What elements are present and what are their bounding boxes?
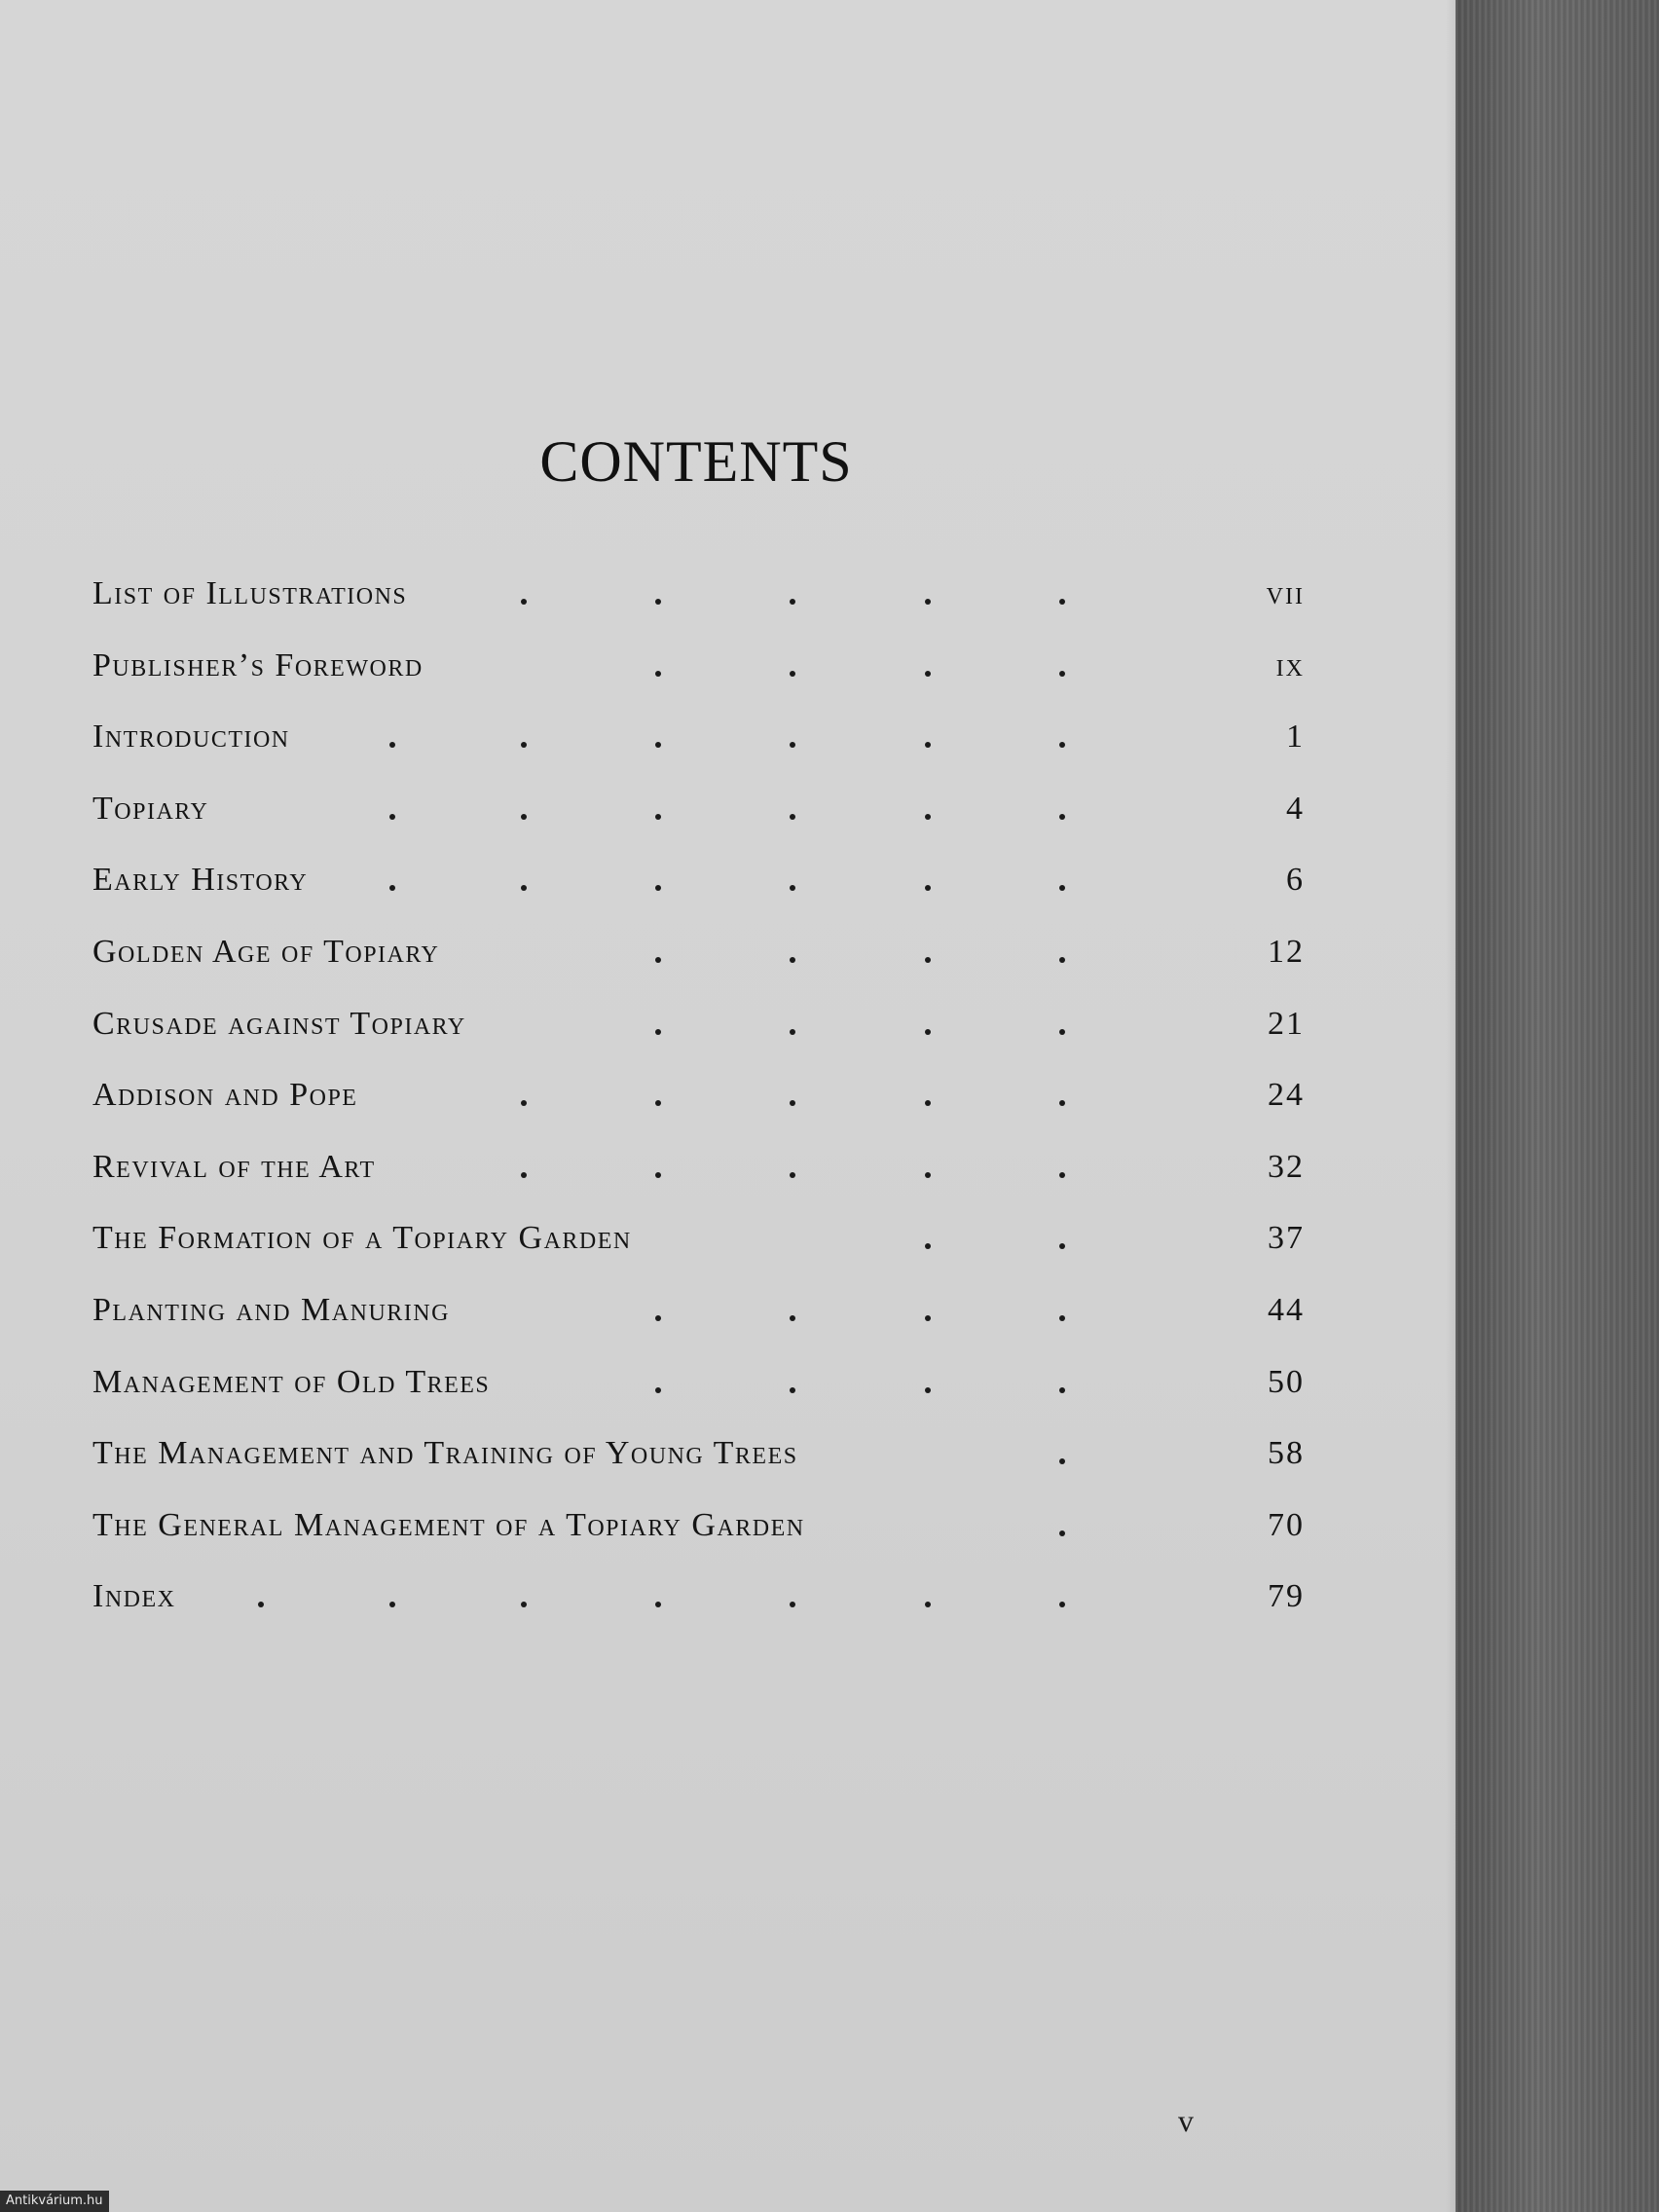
leader-dot <box>655 599 661 605</box>
toc-entry-title: The Formation of a Topiary Garden <box>92 1220 632 1257</box>
dot-leader <box>92 856 1163 904</box>
leader-dot <box>790 957 795 963</box>
leader-dot <box>521 814 527 820</box>
leader-dot <box>790 742 795 748</box>
toc-entry <box>92 642 1305 714</box>
dot-leader <box>92 1429 1163 1478</box>
toc-entry-page: 12 <box>1268 933 1305 970</box>
toc-entry-page: 4 <box>1286 790 1305 827</box>
dot-leader <box>92 642 1163 690</box>
toc-entry <box>92 1501 1305 1573</box>
leader-dot <box>655 1100 661 1106</box>
leader-dot <box>925 599 931 605</box>
dot-leader <box>92 1071 1163 1120</box>
toc-entry-title: Management of Old Trees <box>92 1363 491 1400</box>
toc-entry-page: 37 <box>1268 1220 1305 1257</box>
dot-leader <box>92 1000 1163 1049</box>
leader-dot <box>790 1029 795 1035</box>
leader-dot <box>655 1172 661 1178</box>
dot-leader <box>92 1572 1163 1621</box>
toc-entry-title: Topiary <box>92 790 209 827</box>
leader-dot <box>655 1029 661 1035</box>
leader-dot <box>790 1387 795 1393</box>
toc-entry <box>92 1286 1305 1358</box>
toc-entry-page: 79 <box>1268 1578 1305 1615</box>
book-edge <box>1456 0 1659 2212</box>
leader-dot <box>521 742 527 748</box>
toc-entry <box>92 1214 1305 1286</box>
leader-dot <box>258 1602 264 1607</box>
dot-leader <box>92 1358 1163 1407</box>
leader-dot <box>1059 599 1065 605</box>
leader-dot <box>1059 742 1065 748</box>
leader-dot <box>655 671 661 677</box>
watermark: Antikvárium.hu <box>0 2191 109 2212</box>
leader-dot <box>655 1602 661 1607</box>
leader-dot <box>1059 1315 1065 1321</box>
dot-leader <box>92 1286 1163 1335</box>
leader-dot <box>521 1100 527 1106</box>
toc-entry-title: Publisher’s Foreword <box>92 646 424 683</box>
leader-dot <box>790 1602 795 1607</box>
leader-dot <box>655 885 661 891</box>
page-number: v <box>1178 2103 1194 2138</box>
leader-dot <box>521 1602 527 1607</box>
toc-entry-title: The General Management of a Topiary Garden <box>92 1506 805 1543</box>
toc-entry-page: ix <box>1275 646 1305 683</box>
leader-dot <box>790 885 795 891</box>
leader-dot <box>790 1100 795 1106</box>
toc-entry <box>92 1000 1305 1072</box>
leader-dot <box>925 1387 931 1393</box>
toc-entry <box>92 570 1305 642</box>
toc-entry <box>92 928 1305 1000</box>
toc-entry <box>92 1358 1305 1430</box>
leader-dot <box>1059 1602 1065 1607</box>
leader-dot <box>790 671 795 677</box>
dot-leader <box>92 1501 1163 1550</box>
leader-dot <box>925 1029 931 1035</box>
page-title: CONTENTS <box>539 429 853 494</box>
leader-dot <box>389 742 395 748</box>
toc-entry-title: Crusade against Topiary <box>92 1005 466 1042</box>
leader-dot <box>1059 1530 1065 1536</box>
leader-dot <box>925 671 931 677</box>
table-of-contents <box>92 570 1305 1644</box>
leader-dot <box>655 1387 661 1393</box>
leader-dot <box>655 814 661 820</box>
leader-dot <box>1059 1172 1065 1178</box>
toc-entry <box>92 1429 1305 1501</box>
leader-dot <box>1059 1387 1065 1393</box>
toc-entry-title: Introduction <box>92 719 290 756</box>
toc-entry <box>92 785 1305 857</box>
toc-entry-title: Golden Age of Topiary <box>92 933 440 970</box>
toc-entry-page: 58 <box>1268 1435 1305 1472</box>
toc-entry-page: 32 <box>1268 1148 1305 1185</box>
leader-dot <box>1059 671 1065 677</box>
toc-entry <box>92 1071 1305 1143</box>
toc-entry-title: List of Illustrations <box>92 575 408 611</box>
toc-entry-page: 24 <box>1268 1077 1305 1114</box>
leader-dot <box>925 1100 931 1106</box>
toc-entry-page: 44 <box>1268 1291 1305 1328</box>
leader-dot <box>1059 1243 1065 1249</box>
toc-entry-title: Index <box>92 1578 176 1615</box>
toc-entry-page: vii <box>1266 575 1305 611</box>
leader-dot <box>389 1602 395 1607</box>
leader-dot <box>521 599 527 605</box>
leader-dot <box>1059 1100 1065 1106</box>
leader-dot <box>790 1172 795 1178</box>
leader-dot <box>925 1172 931 1178</box>
leader-dot <box>1059 1029 1065 1035</box>
toc-entry <box>92 1572 1305 1644</box>
dot-leader <box>92 1214 1163 1263</box>
toc-entry <box>92 1143 1305 1215</box>
leader-dot <box>925 814 931 820</box>
leader-dot <box>925 957 931 963</box>
toc-entry-title: Revival of the Art <box>92 1148 376 1185</box>
leader-dot <box>655 742 661 748</box>
toc-entry-page: 21 <box>1268 1005 1305 1042</box>
leader-dot <box>790 814 795 820</box>
leader-dot <box>521 1172 527 1178</box>
leader-dot <box>790 1315 795 1321</box>
leader-dot <box>1059 957 1065 963</box>
toc-entry <box>92 713 1305 785</box>
leader-dot <box>925 885 931 891</box>
dot-leader <box>92 713 1163 761</box>
toc-entry <box>92 856 1305 928</box>
leader-dot <box>790 599 795 605</box>
leader-dot <box>925 1315 931 1321</box>
toc-entry-title: Early History <box>92 862 309 899</box>
dot-leader <box>92 785 1163 833</box>
toc-entry-title: Addison and Pope <box>92 1077 358 1114</box>
toc-entry-title: Planting and Manuring <box>92 1291 450 1328</box>
leader-dot <box>925 742 931 748</box>
leader-dot <box>925 1602 931 1607</box>
toc-entry-page: 1 <box>1286 719 1305 756</box>
leader-dot <box>655 957 661 963</box>
leader-dot <box>389 814 395 820</box>
leader-dot <box>389 885 395 891</box>
dot-leader <box>92 570 1163 618</box>
leader-dot <box>1059 1458 1065 1464</box>
leader-dot <box>1059 885 1065 891</box>
dot-leader <box>92 928 1163 977</box>
leader-dot <box>925 1243 931 1249</box>
toc-entry-page: 70 <box>1268 1506 1305 1543</box>
leader-dot <box>521 885 527 891</box>
leader-dot <box>1059 814 1065 820</box>
leader-dot <box>655 1315 661 1321</box>
toc-entry-page: 50 <box>1268 1363 1305 1400</box>
dot-leader <box>92 1143 1163 1192</box>
toc-entry-title: The Management and Training of Young Trees <box>92 1435 798 1472</box>
toc-entry-page: 6 <box>1286 862 1305 899</box>
